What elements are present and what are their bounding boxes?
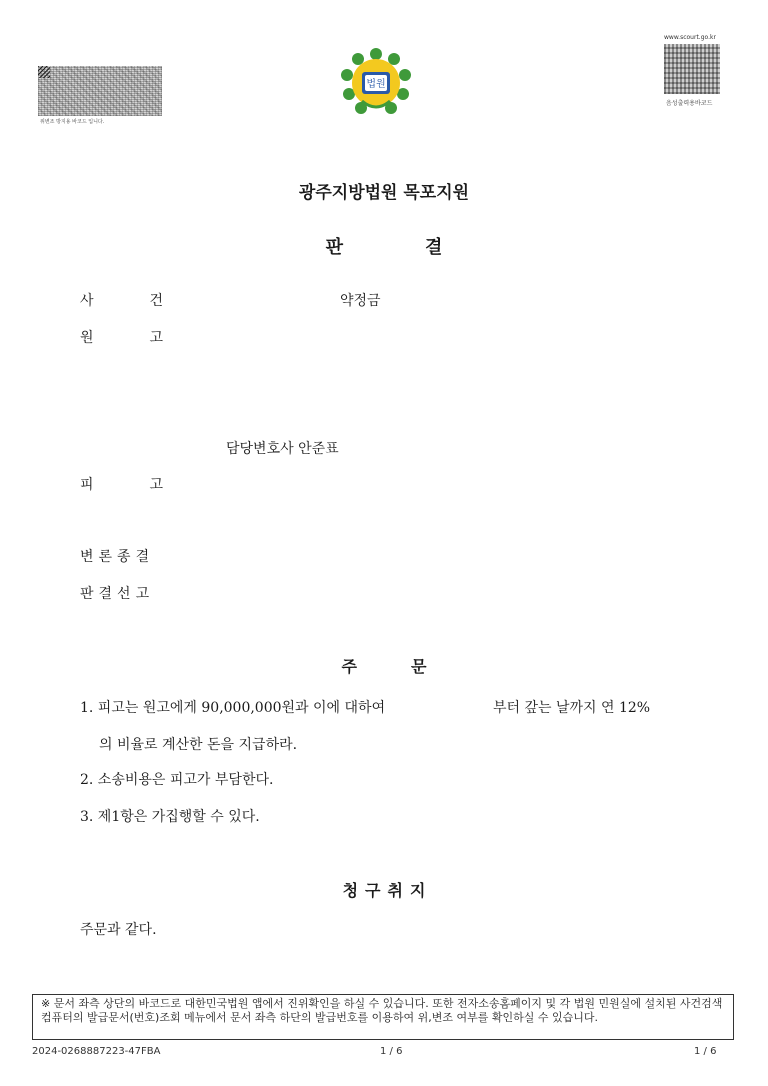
scourt-url: www.scourt.go.kr xyxy=(664,34,716,41)
page-number-right: 1 / 6 xyxy=(694,1046,717,1057)
order-item-1-part1: 1. 피고는 원고에게 90,000,000원과 이에 대하여 xyxy=(80,700,386,716)
verdict-date-label: 판결선고 xyxy=(80,586,155,602)
barcode-corner-mark xyxy=(38,66,50,78)
order-item-1-part2: 부터 갚는 날까지 연 12% xyxy=(493,700,651,716)
verification-notice: ※ 문서 좌측 상단의 바코드로 대한민국법원 앱에서 진위확인을 하실 수 있습니다. 또한 전자소송홈페이지 및 각 법원 민원실에 설치된 사건검색 컴퓨터의 발급문서(번호)조회 메뉴에서 문서 좌측 하단의 발급번호를 이용하여 위,변조 여부를 확인하실 수 있습니다. xyxy=(32,994,734,1040)
order-item-3: 3. 제1항은 가집행할 수 있다. xyxy=(80,809,260,825)
case-label: 사건 xyxy=(80,293,220,309)
order-item-2: 2. 소송비용은 피고가 부담한다. xyxy=(80,772,274,788)
closing-date-label: 변론종결 xyxy=(80,549,155,565)
anti-forgery-barcode xyxy=(38,66,162,116)
claim-heading: 청구취지 xyxy=(342,881,433,900)
defendant-label: 피고 xyxy=(80,477,220,493)
attorney-name: 담당변호사 안준표 xyxy=(226,441,339,457)
document-title: 판결 xyxy=(325,237,525,258)
page-number-center: 1 / 6 xyxy=(380,1046,403,1057)
case-value: 약정금 xyxy=(340,293,381,309)
court-emblem-icon xyxy=(338,45,414,121)
claim-text: 주문과 같다. xyxy=(80,922,157,938)
plaintiff-label: 원고 xyxy=(80,330,220,346)
order-item-1-line2: 의 비율로 계산한 돈을 지급하라. xyxy=(99,737,298,753)
emblem-text: 법원 xyxy=(366,79,386,90)
judgment-order-heading: 주문 xyxy=(341,657,481,676)
qr-caption: 음성출력용바코드 xyxy=(666,100,713,107)
court-name: 광주지방법원 목포지원 xyxy=(298,183,470,203)
issue-number: 2024-0268887223-47FBA xyxy=(32,1046,161,1057)
voice-output-barcode xyxy=(664,44,720,94)
barcode-caption: 위변조 방지용 바코드 입니다. xyxy=(40,119,105,125)
